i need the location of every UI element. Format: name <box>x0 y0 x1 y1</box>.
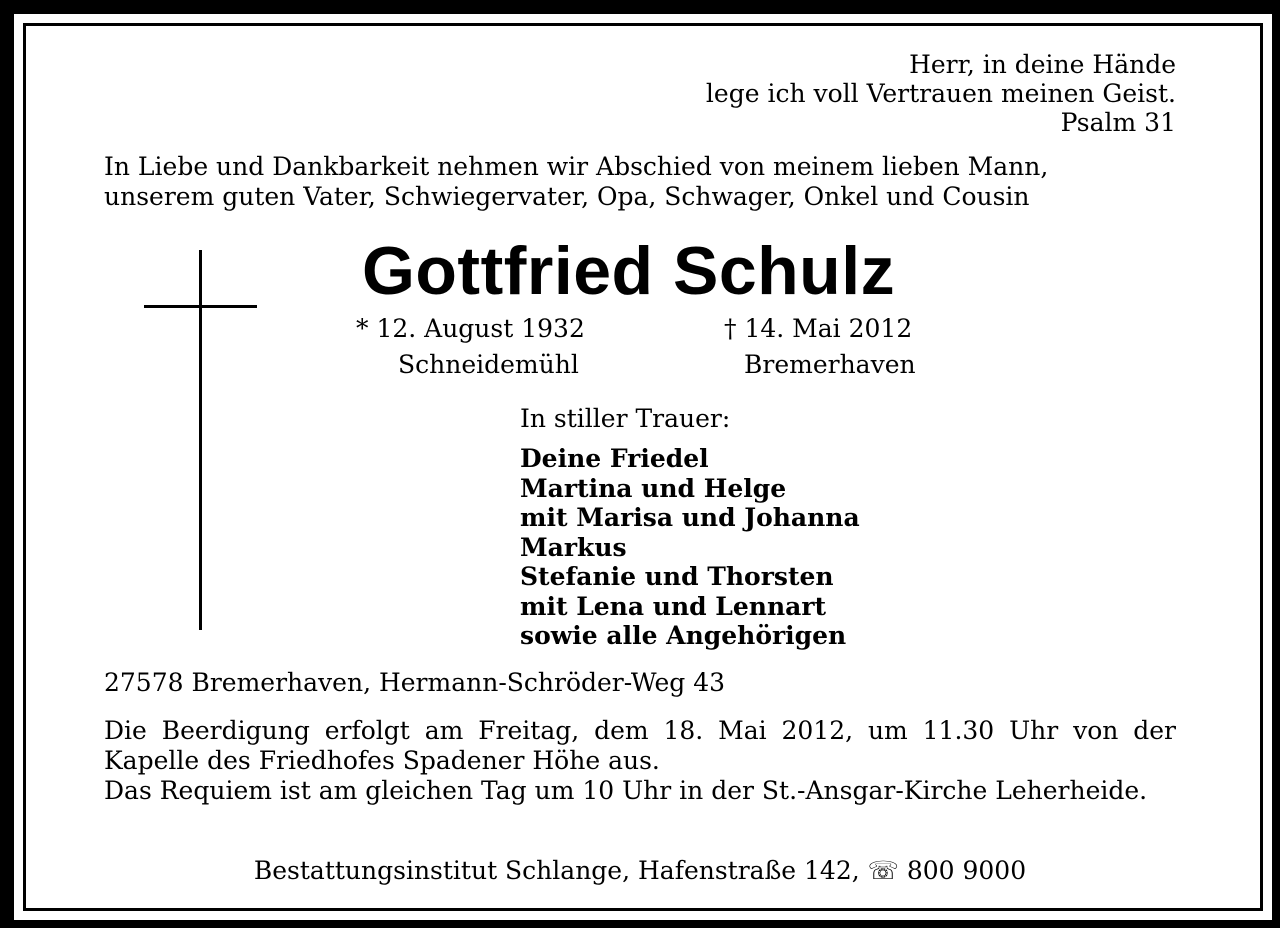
mourner-item: mit Marisa und Johanna <box>520 503 860 532</box>
death-date: † 14. Mai 2012 <box>724 314 913 343</box>
psalm-quote <box>706 50 1176 137</box>
psalm-line-2: lege ich voll Vertrauen meinen Geist. <box>705 79 1176 108</box>
cross-icon-horizontal <box>144 305 257 308</box>
intro-line-1: In Liebe und Dankbarkeit nehmen wir Abschied von meinem lieben Mann, <box>104 152 1049 181</box>
family-address: 27578 Bremerhaven, Hermann-Schröder-Weg 43 <box>104 668 726 697</box>
death-place: Bremerhaven <box>744 350 916 379</box>
psalm-reference: Psalm 31 <box>1060 108 1176 137</box>
mourners-list <box>520 444 860 651</box>
psalm-line-1: Herr, in deine Hände <box>909 50 1176 79</box>
birth-place: Schneidemühl <box>398 350 579 379</box>
intro-line-2: unserem guten Vater, Schwiegervater, Opa, Schwager, Onkel und Cousin <box>104 182 1030 211</box>
mourner-item: Martina und Helge <box>520 473 787 503</box>
requiem-info: Das Requiem ist am gleichen Tag um 10 Uhr in der St.-Ansgar-Kirche Leherheide. <box>104 776 1148 805</box>
mourning-heading: In stiller Trauer: <box>520 404 731 433</box>
birth-date: * 12. August 1932 <box>356 314 585 343</box>
burial-info: Die Beerdigung erfolgt am Freitag, dem 18. Mai 2012, um 11.30 Uhr von der Kapelle des Friedhofes Spadener Höhe aus. <box>104 716 1176 775</box>
mourner-item: Stefanie und Thorsten <box>520 562 834 591</box>
mourner-item: Markus <box>520 532 627 562</box>
funeral-details <box>104 716 1176 806</box>
intro-text <box>104 152 1176 212</box>
mourner-item: sowie alle Angehörigen <box>520 621 847 650</box>
mourner-item: mit Lena und Lennart <box>520 591 827 621</box>
undertaker-info: Bestattungsinstitut Schlange, Hafenstraße 142, ☏ 800 9000 <box>253 856 1027 885</box>
deceased-name: Gottfried Schulz <box>362 233 896 309</box>
mourner-item: Deine Friedel <box>520 444 709 473</box>
